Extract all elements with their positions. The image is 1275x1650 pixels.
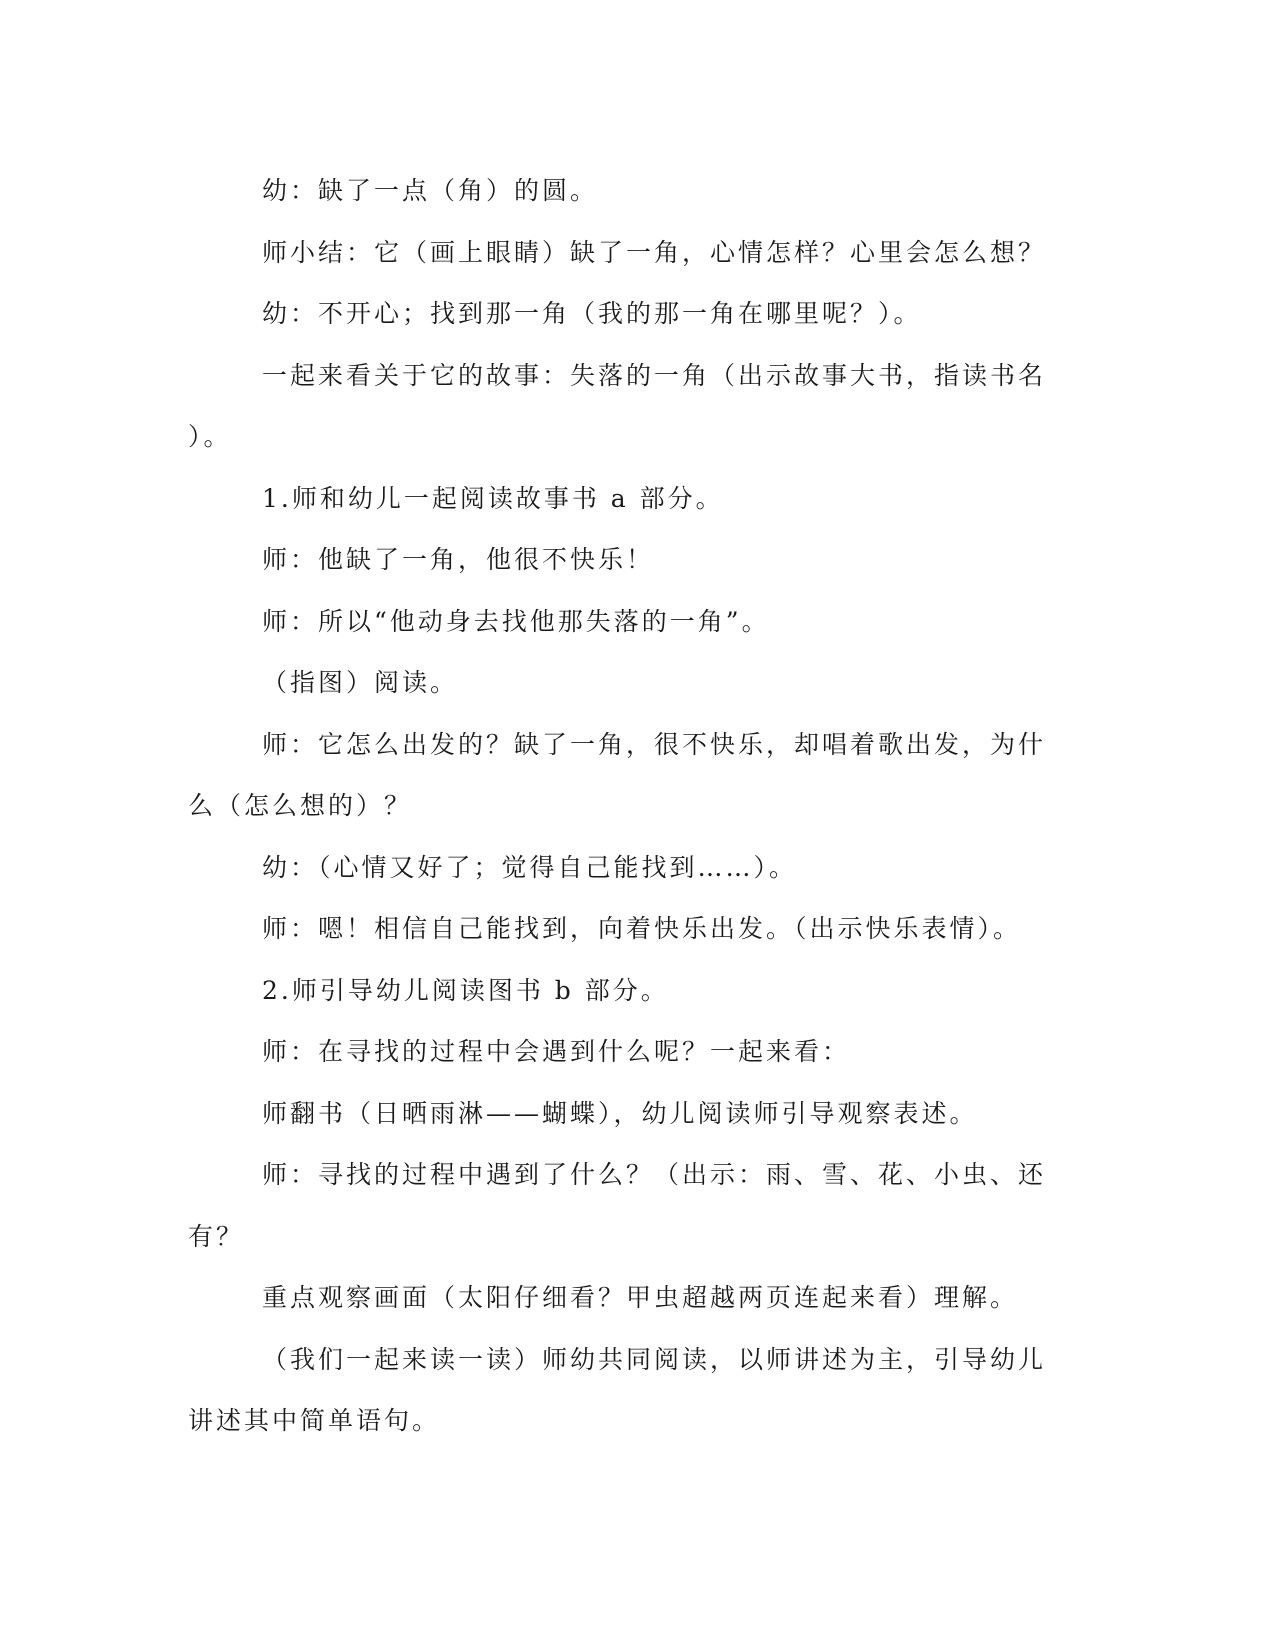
paragraph-line: 师：嗯！相信自己能找到，向着快乐出发。（出示快乐表情）。 — [262, 914, 1022, 943]
paragraph-line: 师：他缺了一角，他很不快乐！ — [262, 545, 655, 574]
paragraph-line: 幼：不开心；找到那一角（我的那一角在哪里呢？）。 — [262, 299, 922, 328]
paragraph-line: 幼：（心情又好了；觉得自己能找到……）。 — [262, 852, 798, 882]
paragraph-line: 1.师和幼儿一起阅读故事书 a 部分。 — [262, 483, 724, 513]
paragraph-line: 一起来看关于它的故事：失落的一角（出示故事大书，指读书名 — [262, 360, 1047, 390]
paragraph-line: 么（怎么想的）？ — [188, 791, 413, 820]
paragraph-line: （我们一起来读一读）师幼共同阅读，以师讲述为主，引导幼儿 — [262, 1344, 1047, 1374]
paragraph-line: （指图）阅读。 — [262, 668, 459, 697]
paragraph-line: 幼：缺了一点（角）的圆。 — [262, 176, 599, 205]
paragraph-line: 师：所以“他动身去找他那失落的一角”。 — [262, 606, 770, 636]
paragraph-line: 师：它怎么出发的？缺了一角，很不快乐，却唱着歌出发，为什 — [262, 729, 1047, 759]
paragraph-line: 师小结：它（画上眼睛）缺了一角，心情怎样？心里会怎么想？ — [262, 237, 1047, 267]
paragraph-line: 讲述其中简单语句。 — [188, 1406, 441, 1435]
paragraph-line: 重点观察画面（太阳仔细看？甲虫超越两页连起来看）理解。 — [262, 1283, 1019, 1312]
paragraph-line: 有？ — [188, 1221, 245, 1251]
paragraph-line: 师翻书（日晒雨淋——蝴蝶），幼儿阅读师引导观察表述。 — [262, 1098, 978, 1128]
paragraph-line: 师：在寻找的过程中会遇到什么呢？一起来看： — [262, 1037, 851, 1066]
document-body — [188, 160, 1068, 1452]
paragraph-line: 师：寻找的过程中遇到了什么？（出示：雨、雪、花、小虫、还 — [262, 1160, 1047, 1189]
paragraph-line: 2.师引导幼儿阅读图书 b 部分。 — [262, 975, 669, 1005]
paragraph-line: ）。 — [188, 422, 232, 451]
